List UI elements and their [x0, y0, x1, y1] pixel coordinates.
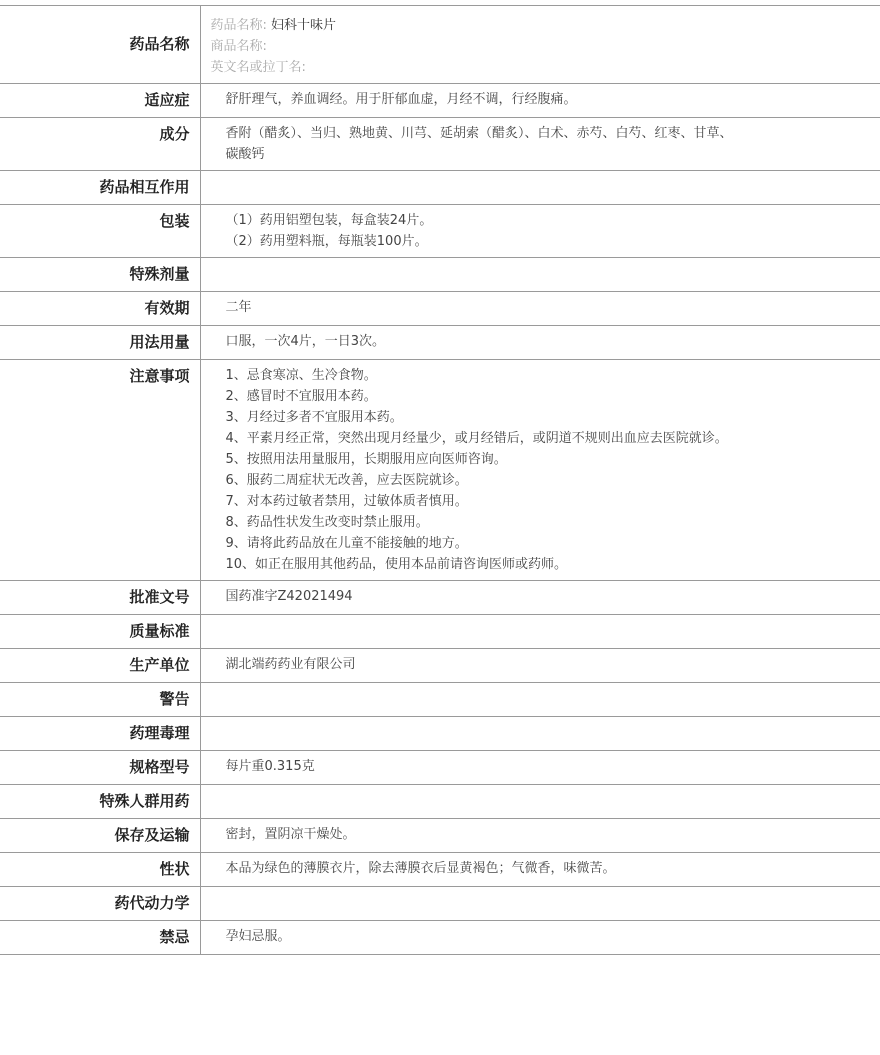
value-packaging — [200, 205, 880, 258]
precaution-item: 9、请将此药品放在儿童不能接触的地方。 — [226, 533, 880, 554]
packaging-item: （1）药用铝塑包装，每盒装24片。 — [226, 210, 880, 231]
label-precautions: 注意事项 — [0, 360, 200, 581]
row-storage — [0, 819, 880, 853]
value-appearance: 本品为绿色的薄膜衣片，除去薄膜衣后显黄褐色；气微香，味微苦。 — [200, 853, 880, 887]
value-contraindications: 孕妇忌服。 — [200, 921, 880, 955]
value-drug-name — [200, 6, 880, 84]
label-drug-name: 药品名称 — [0, 6, 200, 84]
row-special-dosage — [0, 258, 880, 292]
row-manufacturer — [0, 649, 880, 683]
ingredients-line-2: 碳酸钙 — [226, 144, 880, 165]
label-specification: 规格型号 — [0, 751, 200, 785]
label-approval-number: 批准文号 — [0, 581, 200, 615]
value-manufacturer: 湖北端药药业有限公司 — [200, 649, 880, 683]
label-special-dosage: 特殊剂量 — [0, 258, 200, 292]
value-specification: 每片重0.315克 — [200, 751, 880, 785]
value-approval-number: 国药准字Z42021494 — [200, 581, 880, 615]
precaution-item: 1、忌食寒凉、生冷食物。 — [226, 365, 880, 386]
value-indications: 舒肝理气，养血调经。用于肝郁血虚，月经不调，行经腹痛。 — [200, 84, 880, 118]
value-warning — [200, 683, 880, 717]
label-interactions: 药品相互作用 — [0, 171, 200, 205]
generic-name-key: 药品名称: — [211, 18, 267, 33]
value-storage: 密封，置阴凉干燥处。 — [200, 819, 880, 853]
label-contraindications: 禁忌 — [0, 921, 200, 955]
label-special-population: 特殊人群用药 — [0, 785, 200, 819]
label-pharmacology: 药理毒理 — [0, 717, 200, 751]
generic-name-value: 妇科十味片 — [271, 18, 336, 33]
ingredients-line-1: 香附（醋炙）、当归、熟地黄、川芎、延胡索（醋炙）、白术、赤芍、白芍、红枣、甘草、 — [226, 123, 880, 144]
row-indications — [0, 84, 880, 118]
label-indications: 适应症 — [0, 84, 200, 118]
row-contraindications — [0, 921, 880, 955]
precaution-item: 8、药品性状发生改变时禁止服用。 — [226, 512, 880, 533]
value-usage: 口服，一次4片，一日3次。 — [200, 326, 880, 360]
row-approval-number — [0, 581, 880, 615]
row-precautions — [0, 360, 880, 581]
row-usage — [0, 326, 880, 360]
value-special-population — [200, 785, 880, 819]
row-packaging — [0, 205, 880, 258]
value-special-dosage — [200, 258, 880, 292]
label-manufacturer: 生产单位 — [0, 649, 200, 683]
label-pharmacokinetics: 药代动力学 — [0, 887, 200, 921]
precaution-item: 3、月经过多者不宜服用本药。 — [226, 407, 880, 428]
value-precautions — [200, 360, 880, 581]
value-validity: 二年 — [200, 292, 880, 326]
label-ingredients: 成分 — [0, 118, 200, 171]
packaging-item: （2）药用塑料瓶，每瓶装100片。 — [226, 231, 880, 252]
trade-name-key: 商品名称: — [211, 39, 267, 54]
label-quality-standard: 质量标准 — [0, 615, 200, 649]
label-validity: 有效期 — [0, 292, 200, 326]
row-validity — [0, 292, 880, 326]
value-pharmacology — [200, 717, 880, 751]
precaution-item: 10、如正在服用其他药品，使用本品前请咨询医师或药师。 — [226, 554, 880, 575]
value-ingredients — [200, 118, 880, 171]
row-pharmacokinetics — [0, 887, 880, 921]
precaution-item: 2、感冒时不宜服用本药。 — [226, 386, 880, 407]
value-pharmacokinetics — [200, 887, 880, 921]
row-warning — [0, 683, 880, 717]
generic-name-line — [211, 15, 880, 36]
label-usage: 用法用量 — [0, 326, 200, 360]
row-quality-standard — [0, 615, 880, 649]
trade-name-line — [211, 36, 880, 57]
label-appearance: 性状 — [0, 853, 200, 887]
drug-spec-table — [0, 5, 880, 955]
value-interactions — [200, 171, 880, 205]
row-drug-name — [0, 6, 880, 84]
english-name-line — [211, 57, 880, 78]
row-appearance — [0, 853, 880, 887]
english-name-key: 英文名或拉丁名: — [211, 60, 306, 75]
precaution-item: 6、服药二周症状无改善，应去医院就诊。 — [226, 470, 880, 491]
precaution-item: 5、按照用法用量服用，长期服用应向医师咨询。 — [226, 449, 880, 470]
row-special-population — [0, 785, 880, 819]
label-warning: 警告 — [0, 683, 200, 717]
precaution-item: 4、平素月经正常，突然出现月经量少，或月经错后，或阴道不规则出血应去医院就诊。 — [226, 428, 880, 449]
row-pharmacology — [0, 717, 880, 751]
value-quality-standard — [200, 615, 880, 649]
label-storage: 保存及运输 — [0, 819, 200, 853]
precaution-item: 7、对本药过敏者禁用，过敏体质者慎用。 — [226, 491, 880, 512]
row-specification — [0, 751, 880, 785]
label-packaging: 包装 — [0, 205, 200, 258]
drug-spec-sheet — [0, 5, 880, 955]
row-ingredients — [0, 118, 880, 171]
row-interactions — [0, 171, 880, 205]
